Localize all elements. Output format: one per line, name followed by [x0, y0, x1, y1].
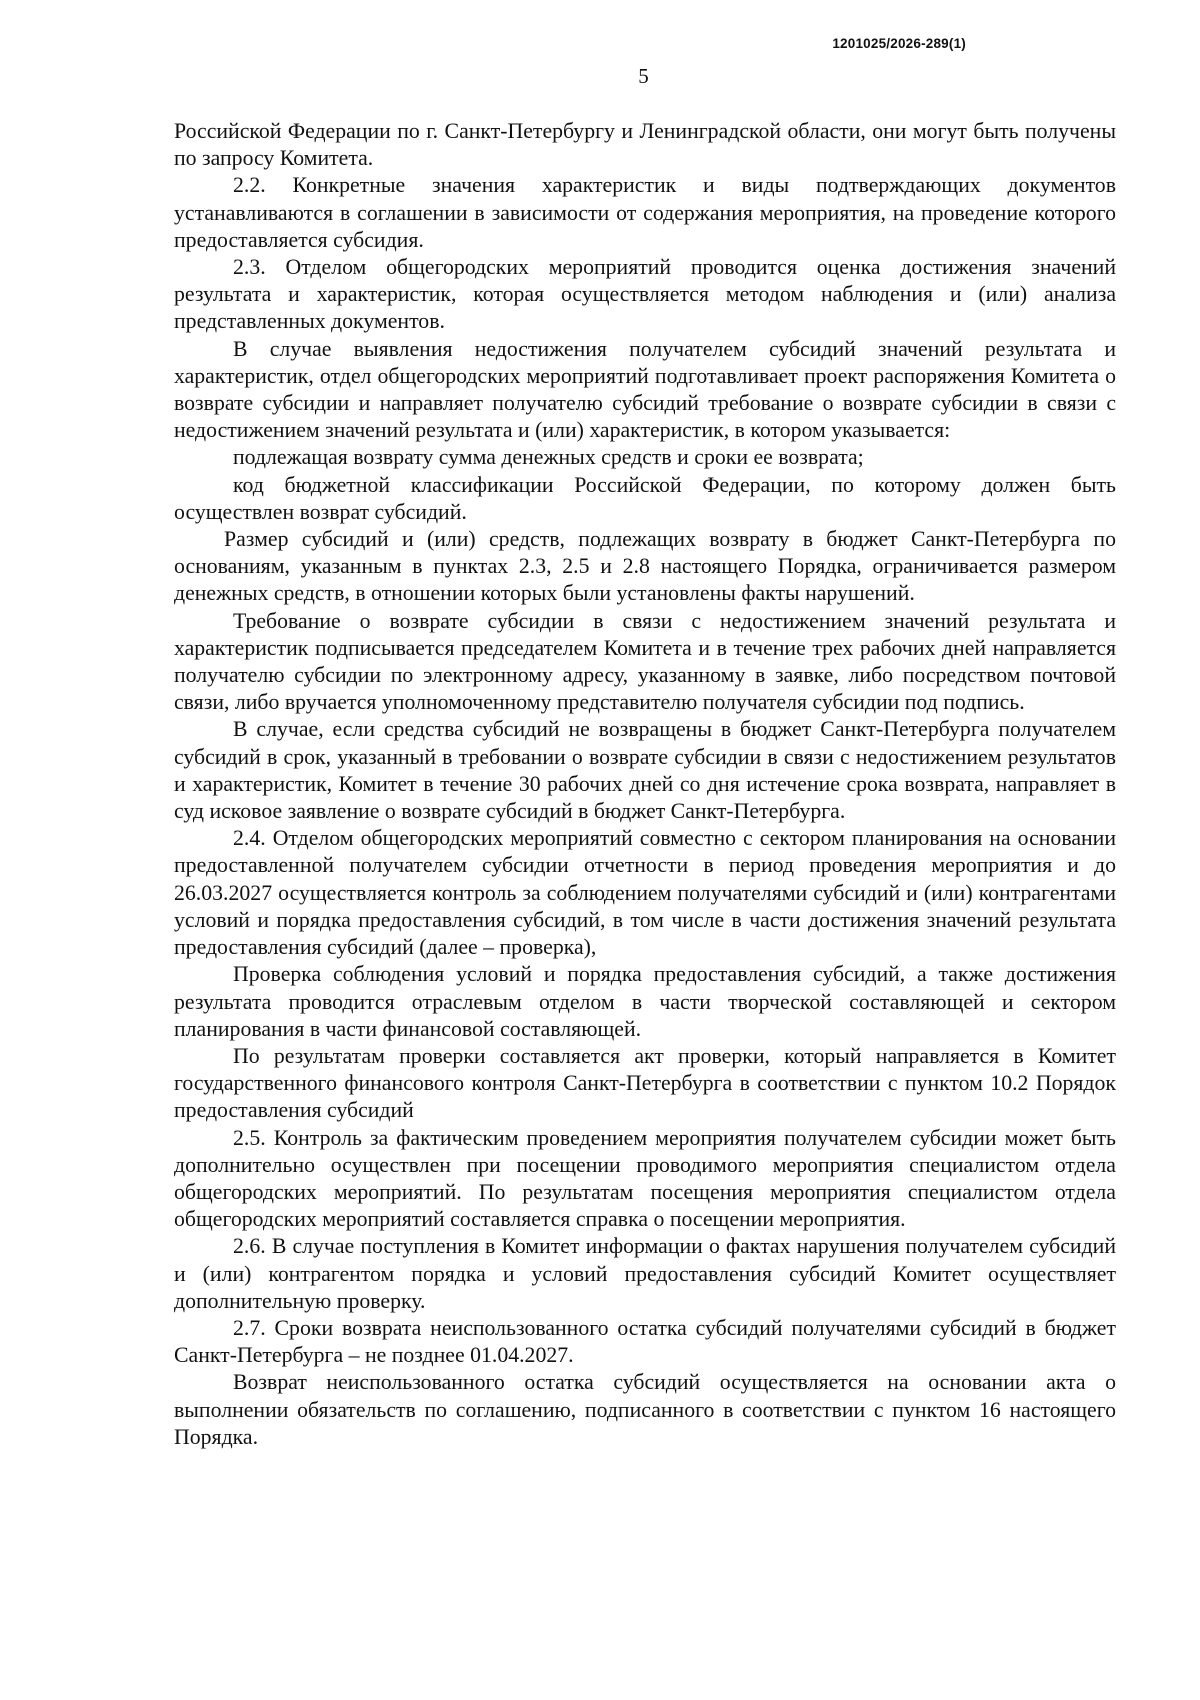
paragraph-nonachievement: В случае выявления недостижения получателем субсидий значений результата и характеристик, отдел общегородских мероприятий подготавливает проект распоряжения Комитета о возврате субсидии и направляет получателю субсидий требование о возврате субсидии в связи с недостижением значений результата и (или) характеристик, в котором указывается: — [174, 336, 1116, 443]
paragraph-2-7: 2.7. Сроки возврата неиспользованного остатка субсидий получателями субсидий в бюджет Санкт-Петербурга – не позднее 01.04.2027. — [174, 1315, 1116, 1368]
paragraph-inspection: Проверка соблюдения условий и порядка предоставления субсидий, а также достижения результата проводится отраслевым отделом в части творческой составляющей и сектором планирования в части финансовой составляющей. — [174, 962, 1116, 1041]
paragraph-unused-refund: Возврат неиспользованного остатка субсидий осуществляется на основании акта о выполнении обязательств по соглашению, подписанного в соответствии с пунктом 16 настоящего Порядка. — [174, 1370, 1116, 1449]
paragraph-2-5: 2.5. Контроль за фактическим проведением мероприятия получателем субсидии может быть дополнительно осуществлен при посещении проводимого мероприятия специалистом отдела общегородских мероприятий. По результатам посещения мероприятия специалистом отдела общегородских мероприятий составляется справка о посещении мероприятия. — [174, 1125, 1116, 1232]
paragraph-requirement: Требование о возврате субсидии в связи с недостижением значений результата и характеристик подписывается председателем Комитета и в течение трех рабочих дней направляется получателю субсидии по электронному адресу, указанному в заявке, либо посредством почтовой связи, либо вручается уполномоченному представителю получателя субсидии под подпись. — [174, 608, 1116, 715]
paragraph-inspection-act: По результатам проверки составляется акт проверки, который направляется в Комитет государственного финансового контроля Санкт-Петербурга в соответствии с пунктом 10.2 Порядок предоставления субсидий — [174, 1043, 1116, 1123]
paragraph-continuation: Российской Федерации по г. Санкт-Петербургу и Ленинградской области, они могут быть получены по запросу Комитета. — [174, 119, 1116, 171]
paragraph-list-budget-code: код бюджетной классификации Российской Федерации, по которому должен быть осуществлен возврат субсидий. — [174, 472, 1116, 524]
paragraph-2-2: 2.2. Конкретные значения характеристик и виды подтверждающих документов устанавливаются в соглашении в зависимости от содержания мероприятия, на проведение которого предоставляется субсидия. — [174, 173, 1116, 252]
page-number: 5 — [638, 64, 649, 88]
document-registration-number: 1201025/2026-289(1) — [832, 36, 966, 51]
paragraph-2-4: 2.4. Отделом общегородских мероприятий совместно с сектором планирования на основании предоставленной получателем субсидии отчетности в период проведения мероприятия и до 26.03.2027 осуществляется контроль за соблюдением получателями субсидий и (или) контрагентами условий и порядка предоставления субсидий, в том числе в части достижения значений результата предоставления субсидий (далее – проверка), — [174, 826, 1116, 960]
paragraph-court-claim: В случае, если средства субсидий не возвращены в бюджет Санкт-Петербурга получателем субсидий в срок, указанный в требовании о возврате субсидии в связи с недостижением результатов и характеристик, Комитет в течение 30 рабочих дней со дня истечение срока возврата, направляет в суд исковое заявление о возврате субсидий в бюджет Санкт-Петербурга. — [174, 717, 1116, 824]
paragraph-list-amount: подлежащая возврату сумма денежных средств и сроки ее возврата; — [233, 445, 864, 470]
paragraph-refund-size: Размер субсидий и (или) средств, подлежащих возврату в бюджет Санкт-Петербурга по основаниям, указанным в пунктах 2.3, 2.5 и 2.8 настоящего Порядка, ограничивается размером денежных средств, в отношении которых были установлены факты нарушений. — [174, 527, 1116, 606]
paragraph-2-3: 2.3. Отделом общегородских мероприятий проводится оценка достижения значений результата и характеристик, которая осуществляется методом наблюдения и (или) анализа представленных документов. — [174, 255, 1116, 334]
document-body — [174, 118, 1116, 1451]
paragraph-2-6: 2.6. В случае поступления в Комитет информации о фактах нарушения получателем субсидий и (или) контрагентом порядка и условий предоставления субсидий Комитет осуществляет дополнительную проверку. — [174, 1234, 1116, 1313]
